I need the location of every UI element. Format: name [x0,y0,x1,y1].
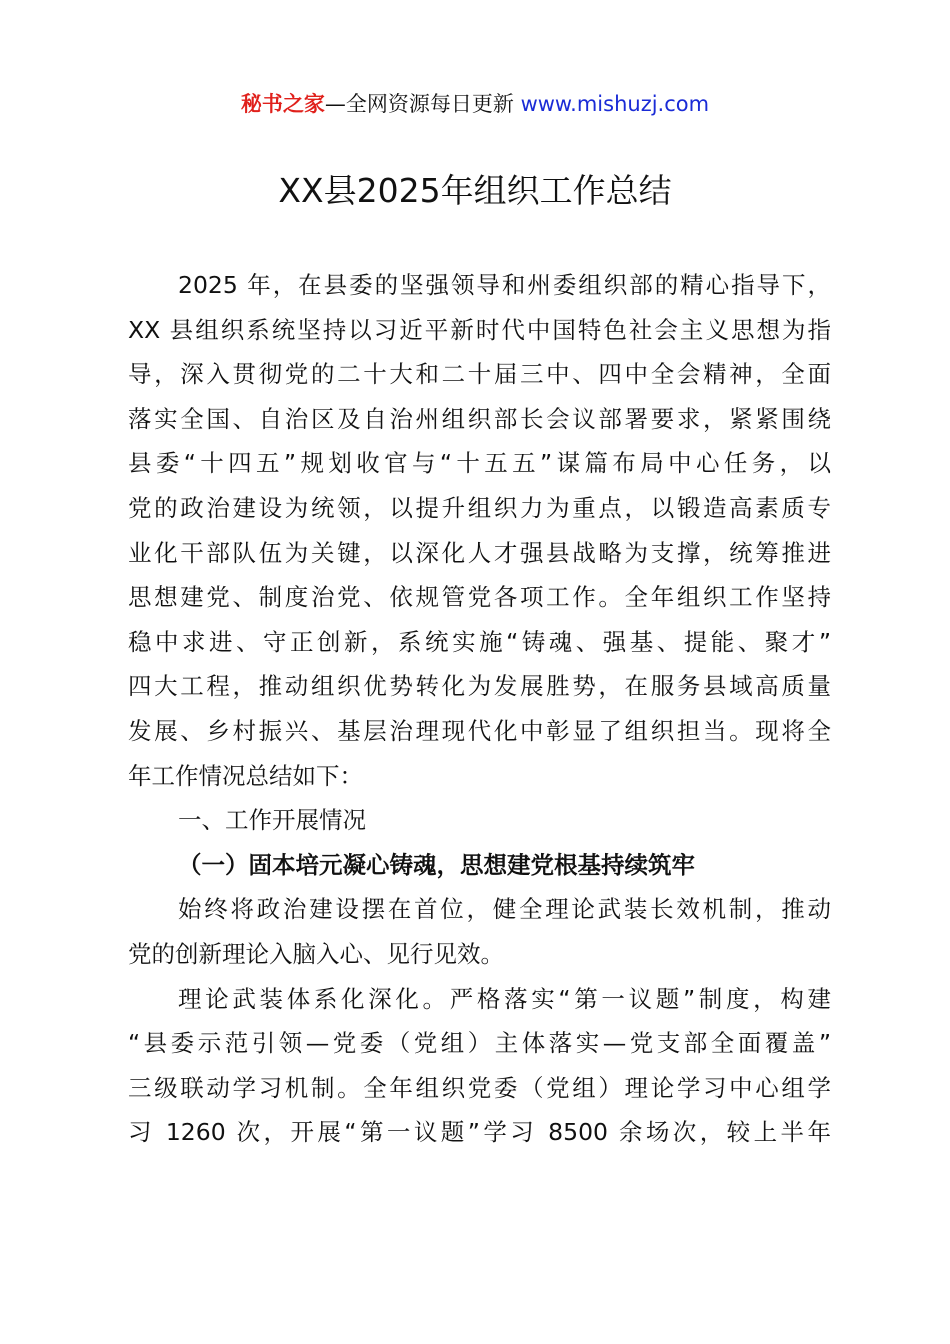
header-tagline: —全网资源每日更新 [324,92,521,116]
text-line: 稳中求进、守正创新，系统实施“铸魂、强基、提能、聚才” [128,627,831,656]
text-line: 业化干部队伍为关键，以深化人才强县战略为支撑，统筹推进 [128,538,831,567]
section-heading [128,843,831,888]
text-line: 理论武装体系化深化。严格落实“第一议题”制度，构建 [178,984,831,1013]
paragraph [128,887,831,976]
text-line: 党的创新理论入脑入心、见行见效。 [128,939,504,968]
site-header [0,88,950,120]
text-line: 思想建党、制度治党、依规管党各项工作。全年组织工作坚持 [128,583,831,612]
text-line: 始终将政治建设摆在首位，健全理论武装长效机制，推动 [178,895,831,924]
section-heading [128,798,831,843]
text-line: 导，深入贯彻党的二十大和二十届三中、四中全会精神，全面 [128,360,831,389]
text-line: 习 1260 次，开展“第一议题”学习 8500 余场次，较上半年 [128,1118,831,1147]
paragraph [128,977,831,1155]
text-line: 年工作情况总结如下： [128,761,363,790]
site-url-link[interactable]: www.mishuzj.com [520,92,710,116]
text-line: 落实全国、自治区及自治州组织部长会议部署要求，紧紧围绕 [128,404,831,433]
brand-name: 秘书之家 [240,92,325,116]
text-line: 2025 年，在县委的坚强领导和州委组织部的精心指导下， [178,271,831,299]
document-body [128,263,831,1155]
paragraph [128,263,831,798]
text-line: “县委示范引领—党委（党组）主体落实—党支部全面覆盖” [128,1029,831,1058]
text-line: 发展、乡村振兴、基层治理现代化中彰显了组织担当。现将全 [128,716,831,745]
text-line: 三级联动学习机制。全年组织党委（党组）理论学习中心组学 [128,1073,831,1102]
text-line: XX 县组织系统坚持以习近平新时代中国特色社会主义思想为指 [128,315,831,344]
document-title: XX县2025年组织工作总结 [278,171,672,210]
text-line: 县委“十四五”规划收官与“十五五”谋篇布局中心任务，以 [128,449,831,478]
text-line: 党的政治建设为统领，以提升组织力为重点，以锻造高素质专 [128,493,831,522]
text-line: 四大工程，推动组织优势转化为发展胜势，在服务县域高质量 [128,672,831,701]
text-line: （一）固本培元凝心铸魂，思想建党根基持续筑牢 [178,850,695,879]
text-line: 一、工作开展情况 [178,806,366,835]
